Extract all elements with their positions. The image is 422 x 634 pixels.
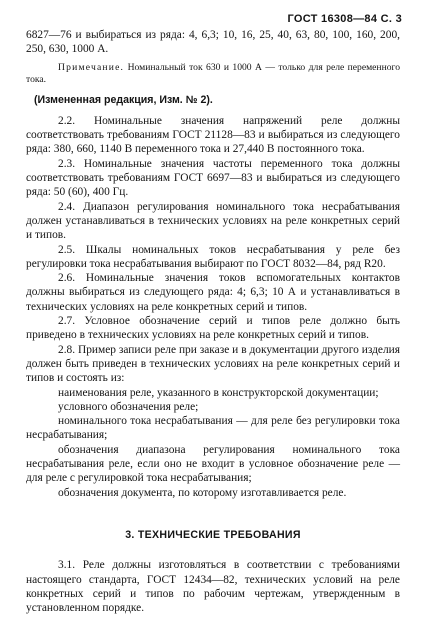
paragraph-2-8: 2.8. Пример записи реле при заказе и в документации другого изделия должен быть приведен в технических условиях на реле конкретных серий и типов и состоять из: — [26, 343, 400, 385]
list-item: наименования реле, указанного в конструкторской документации; — [58, 386, 379, 399]
list-item: обозначения диапазона регулирования номинального тока несрабатывания реле, если оно не входит в условное обозначение реле — для реле с регулировкой тока несрабатывания; — [26, 443, 400, 485]
page-header: ГОСТ 16308—84 С. 3 — [287, 13, 402, 25]
list-item: номинального тока несрабатывания — для реле без регулировки тока несрабатывания; — [26, 415, 400, 442]
note-text: Номинальный ток 630 и 1000 А — только для реле переменного тока. — [26, 61, 400, 85]
section-title: 3. ТЕХНИЧЕСКИЕ ТРЕБОВАНИЯ — [125, 528, 301, 541]
list-item: обозначения документа, по которому изготавливается реле. — [58, 486, 347, 499]
edition-note: (Измененная редакция, Изм. № 2). — [34, 93, 213, 106]
paragraph-2-5: 2.5. Шкалы номинальных токов несрабатывания у реле без регулировки тока несрабатывания выбирают по ГОСТ 8032—84, ряд R20. — [26, 243, 400, 270]
paragraph-2-4: 2.4. Диапазон регулирования номинального тока несрабатывания должен устанавливаться в технических условиях на реле конкретных серий и типов. — [26, 200, 400, 242]
paragraph-3-1: 3.1. Реле должны изготовляться в соответствии с требованиями настоящего стандарта, ГОСТ 12434—82, технических условий на реле конкретных серий и типов по рабочим чертежам, утвержденным в установленном порядке. — [26, 559, 400, 615]
paragraph-2-2: 2.2. Номинальные значения напряжений реле должны соответствовать требованиям ГОСТ 21128—83 и выбираться из следующего ряда: 380, 660, 1140 В переменного тока и 27,440 В постоянного тока. — [26, 114, 400, 156]
list-item: условного обозначения реле; — [58, 400, 199, 413]
paragraph-2-3: 2.3. Номинальные значения частоты переменного тока должны соответствовать требованиям ГОСТ 6697—83 и выбираться из следующего ряда: 50 (60), 400 Гц. — [26, 157, 400, 199]
paragraph-2-7: 2.7. Условное обозначение серий и типов реле должно быть приведено в технических условиях на реле конкретных серий и типов. — [26, 315, 400, 342]
document-body — [26, 28, 400, 615]
note-label: Примечание. — [58, 61, 125, 73]
continuation-paragraph: 6827—76 и выбираться из ряда: 4, 6,3; 10, 16, 25, 40, 63, 80, 100, 160, 200, 250, 630, 1000 А. — [26, 29, 400, 56]
paragraph-2-6: 2.6. Номинальные значения токов вспомогательных контактов должны выбираться из следующего ряда: 4; 6,3; 10 А и устанавливаться в технических условиях на реле конкретных серий и типов. — [26, 272, 400, 313]
note — [26, 62, 400, 86]
